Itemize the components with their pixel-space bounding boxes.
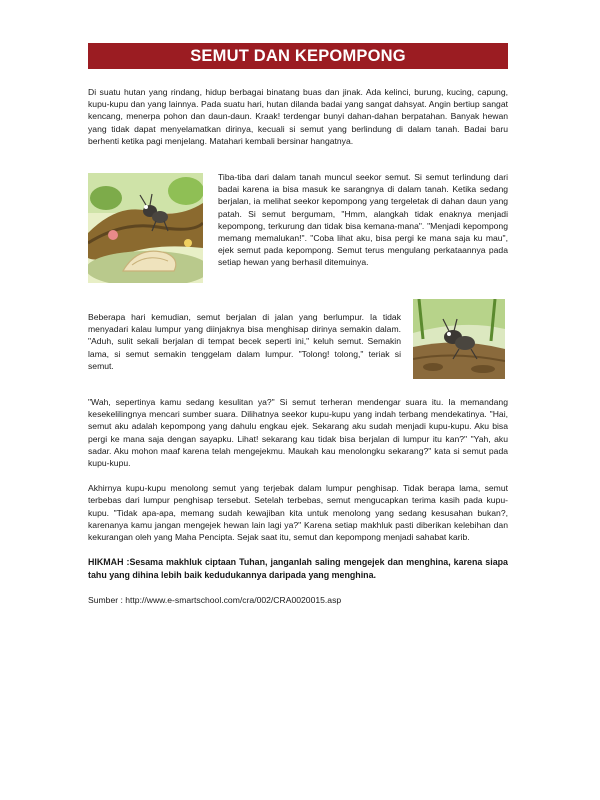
paragraph-intro: Di suatu hutan yang rindang, hidup berbagai binatang buas dan jinak. Ada kelinci, burung, kucing, capung, kupu-kupu dan yang lainnya. Pada suatu hari, hutan dilanda badai yang sangat dahsyat. Angin bertiup sangat kencang, menerpa pohon dan daun-daun. Kraak! terdengar bunyi dahan-dahan berpatahan. Banyak hewan yang tidak dapat menyelamatkan dirinya, kecuali si semut yang berlindung di dalam tanah. Badai baru berhenti ketika pagi menjelang. Matahari kembali bersinar hangatnya. [88, 87, 508, 146]
section-ant-meets-cocoon [88, 171, 508, 283]
source-citation: Sumber : http://www.e-smartschool.com/cra/002/CRA0020015.asp [88, 595, 342, 606]
story-page [88, 43, 508, 606]
story-title: SEMUT DAN KEPOMPONG [88, 43, 508, 69]
paragraph-muddy-road: Beberapa hari kemudian, semut berjalan di jalan yang berlumpur. Ia tidak menyadari kalau lumpur yang diinjaknya bisa menghisap dirinya semakin dalam. "Aduh, sulit sekali berjalan di tempat becek seperti ini," keluh semut. Semakin lama, si semut semakin tenggelam dalam lumpur. "Tolong! tolong," teriak si semut. [88, 312, 401, 371]
paragraph-resolution: Akhirnya kupu-kupu menolong semut yang terjebak dalam lumpur penghisap. Tidak berapa lama, semut terbebas dari lumpur penghisap tersebut. Setelah terbebas, semut mengucapkan terima kasih pada kupu-kupu. "Tidak apa-apa, memang sudah kewajiban kita untuk menolong yang sedang kesusahan bukan?, karenanya kamu jangan mengejek hewan lain lagi ya?" Karena setiap makhluk pasti diberikan kelebihan dan kekurangan oleh yang Maha Pencipta. Sejak saat itu, semut dan kepompong menjadi sahabat karib. [88, 483, 508, 543]
story-moral: HIKMAH :Sesama makhluk ciptaan Tuhan, janganlah saling mengejek dan menghina, karena siapa tahu yang dihina lebih baik kedudukannya daripada yang menghina. [88, 557, 508, 580]
section-ant-in-mud [88, 311, 508, 379]
ant-in-mud-illustration [413, 299, 505, 379]
paragraph-butterfly-arrives: "Wah, sepertinya kamu sedang kesulitan ya?" Si semut terheran mendengar suara itu. Ia memandang kesekelilingnya mencari sumber suara. Dilihatnya seekor kupu-kupu yang indah terbang mendekatinya. "Hai, semut aku adalah kepompong yang dahulu engkau ejek. Sekarang aku sudah menjadi kupu-kupu. Aku bisa pergi ke mana saja dengan sayapku. Lihat! sekarang kau tidak bisa berjalan di lumpur itu kan?" "Yah, aku sadar. Aku mohon maaf karena telah mengejekmu. Maukah kau menolongku sekarang?" kata si semut pada kupu-kupu. [88, 397, 508, 469]
ant-and-cocoon-illustration [88, 173, 203, 283]
paragraph-ant-emerges: Tiba-tiba dari dalam tanah muncul seekor semut. Si semut terlindung dari badai karena ia bisa masuk ke sarangnya di dalam tanah. Ketika sedang berjalan, ia melihat seekor kepompong yang tergeletak di dahan daun yang patah. Si semut bergumam, "Hmm, alangkah tidak enaknya menjadi kepompong, terkurung dan tidak bisa kemana-mana". "Menjadi kepompong memang memalukan!". "Coba lihat aku, bisa pergi ke mana saja ku mau", ejek semut pada kepompong. Semut terus mengulang perkataannya pada setiap hewan yang berhasil ditemuinya. [218, 172, 508, 268]
